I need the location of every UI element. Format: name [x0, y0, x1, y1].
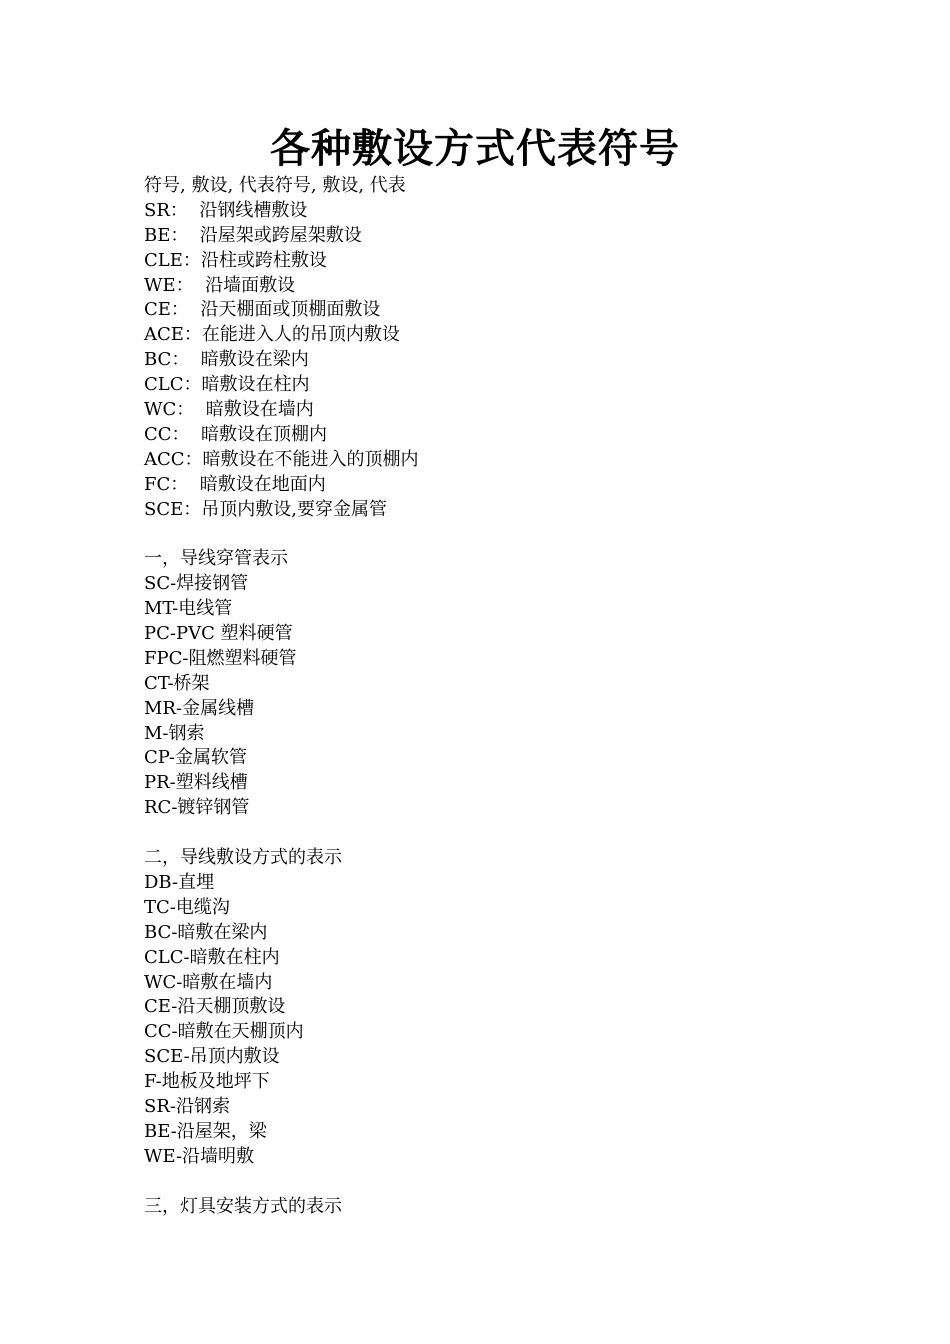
symbol-line: BC： 暗敷设在梁内 [144, 349, 309, 371]
list-item: MT-电线管 [144, 598, 233, 620]
symbol-line: FC： 暗敷设在地面内 [144, 473, 326, 495]
list-item: SR-沿钢索 [144, 1095, 230, 1117]
list-item: TC-电缆沟 [144, 896, 230, 918]
list-item: CT-桥架 [144, 672, 210, 694]
list-item: PR-塑料线槽 [144, 772, 248, 794]
spacer [144, 1170, 864, 1195]
list-item: SC-焊接钢管 [144, 573, 249, 595]
list-item: SCE-吊顶内敷设 [144, 1046, 280, 1068]
section-lighting [144, 1195, 864, 1220]
symbol-list [144, 199, 864, 523]
section-laying [144, 846, 864, 1170]
symbol-line: BE： 沿屋架或跨屋架敷设 [144, 224, 362, 246]
list-item: WE-沿墙明敷 [144, 1145, 255, 1167]
list-item: CE-沿天棚顶敷设 [144, 996, 286, 1018]
list-item: FPC-阻燃塑料硬管 [144, 647, 297, 669]
symbol-line: CLE：沿柱或跨柱敷设 [144, 249, 327, 271]
list-item: RC-镀锌钢管 [144, 797, 250, 819]
list-item: WC-暗敷在墙内 [144, 971, 273, 993]
list-item: MR-金属线槽 [144, 697, 255, 719]
list-item: BE-沿屋架，梁 [144, 1120, 267, 1142]
list-item: M-钢索 [144, 722, 205, 744]
page-title: 各种敷设方式代表符号 [270, 126, 680, 172]
section-heading: 三，灯具安装方式的表示 [144, 1195, 342, 1217]
section-heading: 二，导线敷设方式的表示 [144, 847, 342, 869]
list-item: CP-金属软管 [144, 747, 247, 769]
document-body [144, 174, 864, 1219]
symbol-line: ACC：暗敷设在不能进入的顶棚内 [144, 448, 419, 470]
list-item: CLC-暗敷在柱内 [144, 946, 280, 968]
section-conduit [144, 547, 864, 821]
list-item: F-地板及地坪下 [144, 1071, 270, 1093]
spacer [144, 522, 864, 547]
symbol-line: CLC：暗敷设在柱内 [144, 374, 310, 396]
list-item: PC-PVC 塑料硬管 [144, 623, 293, 645]
list-item: DB-直埋 [144, 871, 215, 893]
list-item: CC-暗敷在天棚顶内 [144, 1021, 304, 1043]
symbol-line: WC： 暗敷设在墙内 [144, 399, 314, 421]
intro-line: 符号, 敷设, 代表符号, 敷设, 代表 [144, 175, 406, 196]
symbol-line: SCE：吊顶内敷设,要穿金属管 [144, 498, 387, 520]
symbol-line: SR： 沿钢线槽敷设 [144, 199, 308, 221]
symbol-line: ACE：在能进入人的吊顶内敷设 [144, 324, 400, 346]
list-item: BC-暗敷在梁内 [144, 921, 268, 943]
symbol-line: WE： 沿墙面敷设 [144, 274, 296, 296]
section-heading: 一，导线穿管表示 [144, 548, 288, 570]
symbol-line: CC： 暗敷设在顶棚内 [144, 423, 327, 445]
spacer [144, 821, 864, 846]
symbol-line: CE： 沿天棚面或顶棚面敷设 [144, 299, 381, 321]
